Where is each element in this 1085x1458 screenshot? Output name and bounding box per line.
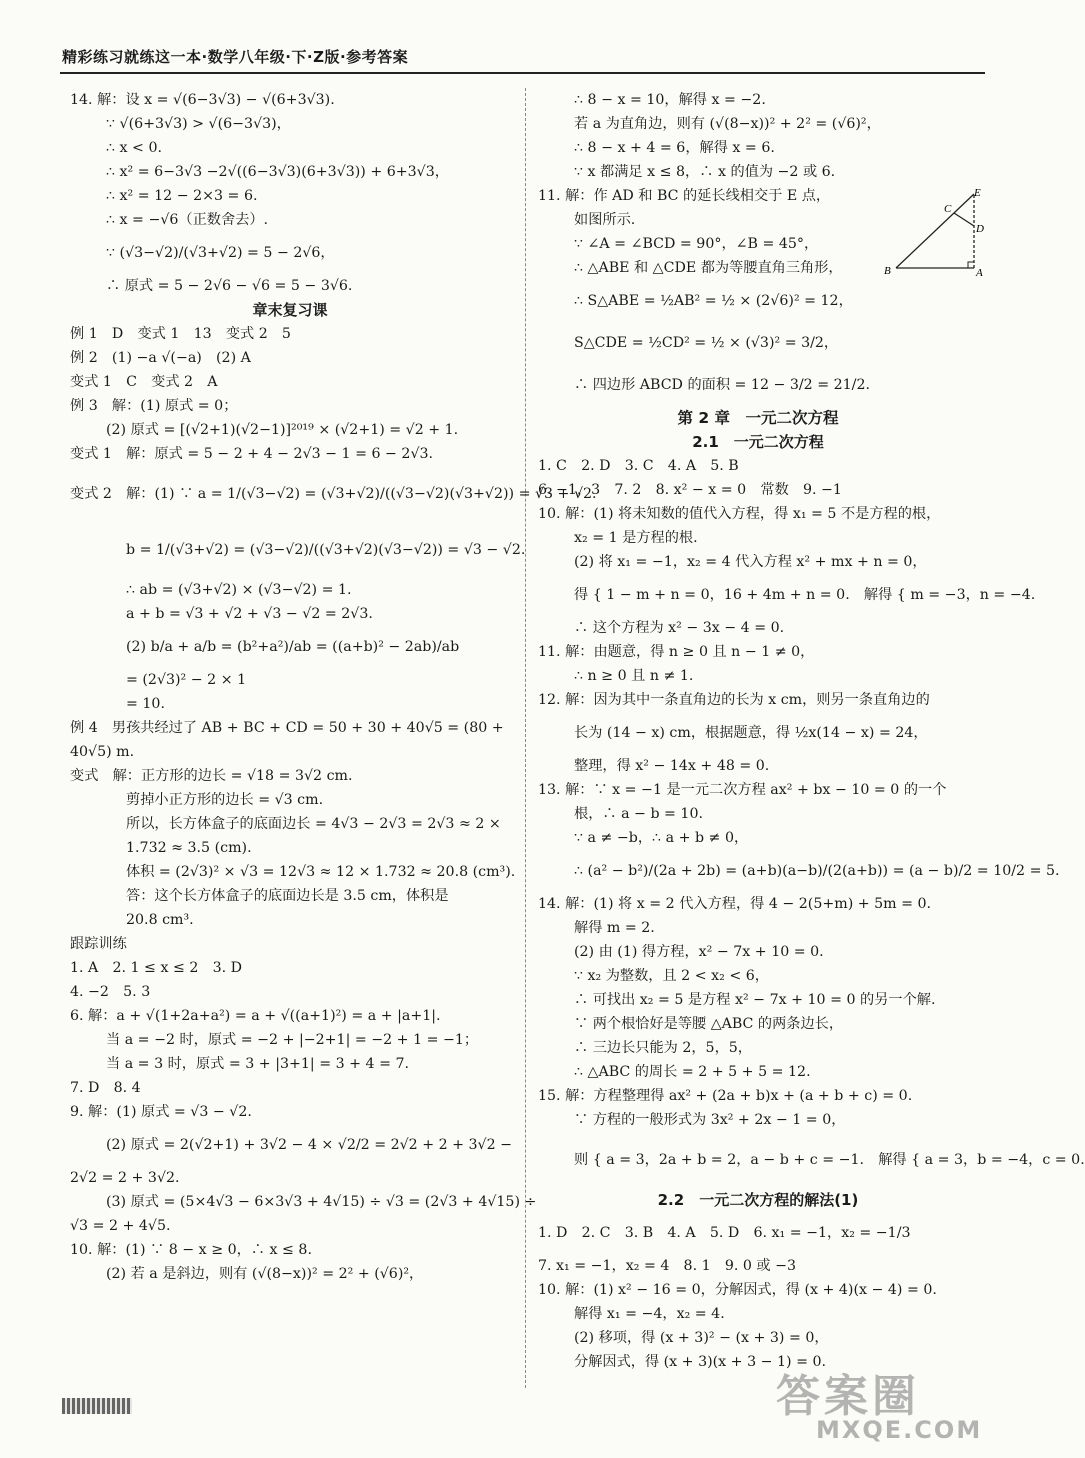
text-line: ∵ 方程的一般形式为 3x² + 2x − 1 = 0， xyxy=(574,1112,846,1128)
text-line: (2) 原式 = [(√2+1)(√2−1)]²⁰¹⁹ × (√2+1) = √2 + 1. xyxy=(106,422,459,438)
text-line: 6. −1，3 7. 2 8. x² − x = 0 常数 9. −1 xyxy=(538,482,842,498)
text-line: ∴ x² = 12 − 2×3 = 6. xyxy=(106,188,258,204)
text-line: 解得 x₁ = −4，x₂ = 4. xyxy=(574,1306,725,1322)
label-b: B xyxy=(884,265,891,277)
text-line: 若 a 为直角边，则有 (√(8−x))² + 2² = (√6)²， xyxy=(574,116,881,132)
text-line: 整理，得 x² − 14x + 48 = 0. xyxy=(574,758,770,774)
text-line: 10. 解：(1) 将未知数的值代入方程，得 x₁ = 5 不是方程的根， xyxy=(538,506,941,522)
text-line: 1. C 2. D 3. C 4. A 5. B xyxy=(538,458,739,474)
text-line: ∵ x₂ 为整数，且 2 < x₂ < 6， xyxy=(574,968,769,984)
segment-cd xyxy=(954,213,974,226)
label-c: C xyxy=(944,203,952,215)
text-line: 6. 解：a + √(1+2a+a²) = a + √((a+1)²) = a + |a+1|. xyxy=(70,1008,441,1024)
text-line: ∴ 三边长只能为 2，5，5， xyxy=(574,1040,752,1056)
text-line: = (2√3)² − 2 × 1 xyxy=(126,672,247,688)
left-column xyxy=(70,88,597,1286)
text-line: 4. −2 5. 3 xyxy=(70,984,151,1000)
text-line: (2) b/a + a/b = (b²+a²)/ab = ((a+b)² − 2ab)/ab xyxy=(126,639,460,655)
text-line: ∵ √(6+3√3) > √(6−3√3)， xyxy=(106,116,291,132)
text-line: ∴ 原式 = 5 − 2√6 − √6 = 5 − 3√6. xyxy=(106,278,353,294)
text-line: 11. 解：由题意，得 n ≥ 0 且 n − 1 ≠ 0， xyxy=(538,644,815,660)
text-line: ∴ x² = 6−3√3 −2√((6−3√3)(6+3√3)) + 6+3√3， xyxy=(106,164,449,180)
text-line: (2) 原式 = 2(√2+1) + 3√2 − 4 × √2/2 = 2√2 + 2 + 3√2 − xyxy=(106,1137,513,1153)
text-line: ∴ x = −√6（正数舍去）. xyxy=(106,212,269,228)
text-line: 变式 1 C 变式 2 A xyxy=(70,374,218,390)
watermark-url: MXQE.COM xyxy=(816,1416,983,1444)
text-line: x₂ = 1 是方程的根. xyxy=(574,530,698,546)
text-line: 解得 m = 2. xyxy=(574,920,655,936)
text-line: (2) 若 a 是斜边，则有 (√(8−x))² = 2² + (√6)²， xyxy=(106,1266,424,1282)
watermark xyxy=(776,1360,992,1450)
text-line: 7. x₁ = −1，x₂ = 4 8. 1 9. 0 或 −3 xyxy=(538,1258,797,1274)
text-line: (2) 由 (1) 得方程，x² − 7x + 10 = 0. xyxy=(574,944,824,960)
text-line: 如图所示. xyxy=(574,212,636,228)
text-line: 1. D 2. C 3. B 4. A 5. D 6. x₁ = −1，x₂ = −1/3 xyxy=(538,1225,911,1241)
text-line: ∴ △ABE 和 △CDE 都为等腰直角三角形， xyxy=(574,260,843,276)
segment-be xyxy=(896,194,974,268)
text-line: 剪掉小正方形的边长 = √3 cm. xyxy=(126,792,324,808)
text-line: ∵ 两个根恰好是等腰 △ABC 的两条边长， xyxy=(574,1016,844,1032)
text-line: 根，∴ a − b = 10. xyxy=(574,806,703,822)
text-line: 则 { a = 3，2a + b = 2，a − b + c = −1. 解得 { a = 3，b = −4，c = 0. xyxy=(574,1152,1085,1168)
text-line: 答：这个长方体盒子的底面边长是 3.5 cm，体积是 xyxy=(126,888,449,904)
text-line: 例 3 解：(1) 原式 = 0； xyxy=(70,398,238,414)
text-line: 9. 解：(1) 原式 = √3 − √2. xyxy=(70,1104,252,1120)
text-line: 11. 解：作 AD 和 BC 的延长线相交于 E 点， xyxy=(538,188,831,204)
section-heading: 章末复习课 xyxy=(252,301,328,319)
page-header: 精彩练习就练这一本·数学八年级·下·Z版·参考答案 xyxy=(62,48,409,66)
text-line: √3 = 2 + 4√5. xyxy=(70,1218,171,1234)
section-heading: 第 2 章 一元二次方程 xyxy=(677,409,839,427)
text-line: ∴ ab = (√3+√2) × (√3−√2) = 1. xyxy=(126,582,352,598)
text-line: 当 a = 3 时，原式 = 3 + |3+1| = 3 + 4 = 7. xyxy=(106,1056,410,1072)
text-line: ∴ S△ABE = ½AB² = ½ × (2√6)² = 12， xyxy=(574,293,853,309)
text-line: 13. 解：∵ x = −1 是一元二次方程 ax² + bx − 10 = 0 的一个 xyxy=(538,782,947,798)
text-line: ∵ x 都满足 x ≤ 8，∴ x 的值为 −2 或 6. xyxy=(574,164,836,180)
text-line: 所以，长方体盒子的底面边长 = 4√3 − 2√3 = 2√3 ≈ 2 × xyxy=(126,816,501,832)
triangle-figure xyxy=(882,188,982,278)
text-line: ∴ 可找出 x₂ = 5 是方程 x² − 7x + 10 = 0 的另一个解. xyxy=(574,992,936,1008)
text-line: 例 1 D 变式 1 13 变式 2 5 xyxy=(70,326,291,342)
text-line: ∴ 8 − x = 10，解得 x = −2. xyxy=(574,92,766,108)
text-line: 7. D 8. 4 xyxy=(70,1080,141,1096)
text-line: 当 a = −2 时，原式 = −2 + |−2+1| = −2 + 1 = −1； xyxy=(106,1032,479,1048)
text-line: 得 { 1 − m + n = 0，16 + 4m + n = 0. 解得 { m = −3，n = −4. xyxy=(574,587,1036,603)
text-line: 分解因式，得 (x + 3)(x + 3 − 1) = 0. xyxy=(574,1354,827,1370)
text-line: 10. 解：(1) ∵ 8 − x ≥ 0，∴ x ≤ 8. xyxy=(70,1242,312,1258)
text-line: ∵ a ≠ −b，∴ a + b ≠ 0， xyxy=(574,830,749,846)
text-line: = 10. xyxy=(126,696,165,712)
text-line: 1. A 2. 1 ≤ x ≤ 2 3. D xyxy=(70,960,243,976)
text-line: 12. 解：因为其中一条直角边的长为 x cm，则另一条直角边的 xyxy=(538,692,930,708)
text-line: ∵ (√3−√2)/(√3+√2) = 5 − 2√6， xyxy=(106,245,335,261)
section-heading: 2.1 一元二次方程 xyxy=(692,433,824,451)
text-line: 变式 2 解：(1) ∵ a = 1/(√3−√2) = (√3+√2)/((√3−√2)(√3+√2)) = √3 + √2. xyxy=(70,486,597,502)
text-line: 10. 解：(1) x² − 16 = 0，分解因式，得 (x + 4)(x − 4) = 0. xyxy=(538,1282,937,1298)
text-line: 变式 1 解：原式 = 5 − 2 + 4 − 2√3 − 1 = 6 − 2√3. xyxy=(70,446,434,462)
text-line: (2) 将 x₁ = −1，x₂ = 4 代入方程 x² + mx + n = 0， xyxy=(574,554,927,570)
right-angle-a xyxy=(968,262,974,268)
label-e: E xyxy=(974,187,981,199)
text-line: 变式 解：正方形的边长 = √18 = 3√2 cm. xyxy=(70,768,353,784)
text-line: 40√5) m. xyxy=(70,744,135,760)
text-line: ∵ ∠A = ∠BCD = 90°，∠B = 45°， xyxy=(574,236,819,252)
section-heading: 2.2 一元二次方程的解法(1) xyxy=(657,1191,859,1209)
text-line: b = 1/(√3+√2) = (√3−√2)/((√3+√2)(√3−√2)) = √3 − √2. xyxy=(126,542,526,558)
right-column xyxy=(538,88,1085,1374)
text-line: a + b = √3 + √2 + √3 − √2 = 2√3. xyxy=(126,606,373,622)
text-line: 14. 解：设 x = √(6−3√3) − √(6+3√3). xyxy=(70,92,335,108)
text-line: 体积 = (2√3)² × √3 = 12√3 ≈ 12 × 1.732 ≈ 20.8 (cm³). xyxy=(126,864,516,880)
text-line: 1.732 ≈ 3.5 (cm). xyxy=(126,840,252,856)
label-d: D xyxy=(976,223,984,235)
text-line: 2√2 = 2 + 3√2. xyxy=(70,1170,180,1186)
text-line: 20.8 cm³. xyxy=(126,912,194,928)
text-line: (2) 移项，得 (x + 3)² − (x + 3) = 0， xyxy=(574,1330,829,1346)
text-line: 14. 解：(1) 将 x = 2 代入方程，得 4 − 2(5+m) + 5m = 0. xyxy=(538,896,932,912)
text-line: ∴ n ≥ 0 且 n ≠ 1. xyxy=(574,668,694,684)
text-line: 例 2 (1) −a √(−a) (2) A xyxy=(70,350,251,366)
label-a: A xyxy=(976,267,983,279)
text-line: ∴ 四边形 ABCD 的面积 = 12 − 3/2 = 21/2. xyxy=(574,377,870,393)
text-line: ∴ 这个方程为 x² − 3x − 4 = 0. xyxy=(574,620,785,636)
text-line: (3) 原式 = (5×4√3 − 6×3√3 + 4√15) ÷ √3 = (2√3 + 4√15) ÷ xyxy=(106,1194,537,1210)
text-line: ∴ 8 − x + 4 = 6，解得 x = 6. xyxy=(574,140,775,156)
text-line: 跟踪训练 xyxy=(70,936,127,952)
text-line: S△CDE = ½CD² = ½ × (√3)² = 3/2， xyxy=(574,335,839,351)
text-line: 15. 解：方程整理得 ax² + (2a + b)x + (a + b + c) = 0. xyxy=(538,1088,913,1104)
page-number-mark xyxy=(62,1398,132,1414)
text-line: 例 4 男孩共经过了 AB + BC + CD = 50 + 30 + 40√5 = (80 + xyxy=(70,720,504,736)
text-line: 长为 (14 − x) cm，根据题意，得 ½x(14 − x) = 24， xyxy=(574,725,928,741)
text-line: ∴ △ABC 的周长 = 2 + 5 + 5 = 12. xyxy=(574,1064,811,1080)
watermark-logo-text: 答案圈 xyxy=(776,1371,920,1422)
text-line: ∴ (a² − b²)/(2a + 2b) = (a+b)(a−b)/(2(a+b)) = (a − b)/2 = 10/2 = 5. xyxy=(574,863,1060,879)
text-line: ∴ x < 0. xyxy=(106,140,162,156)
header-rule xyxy=(60,72,985,74)
